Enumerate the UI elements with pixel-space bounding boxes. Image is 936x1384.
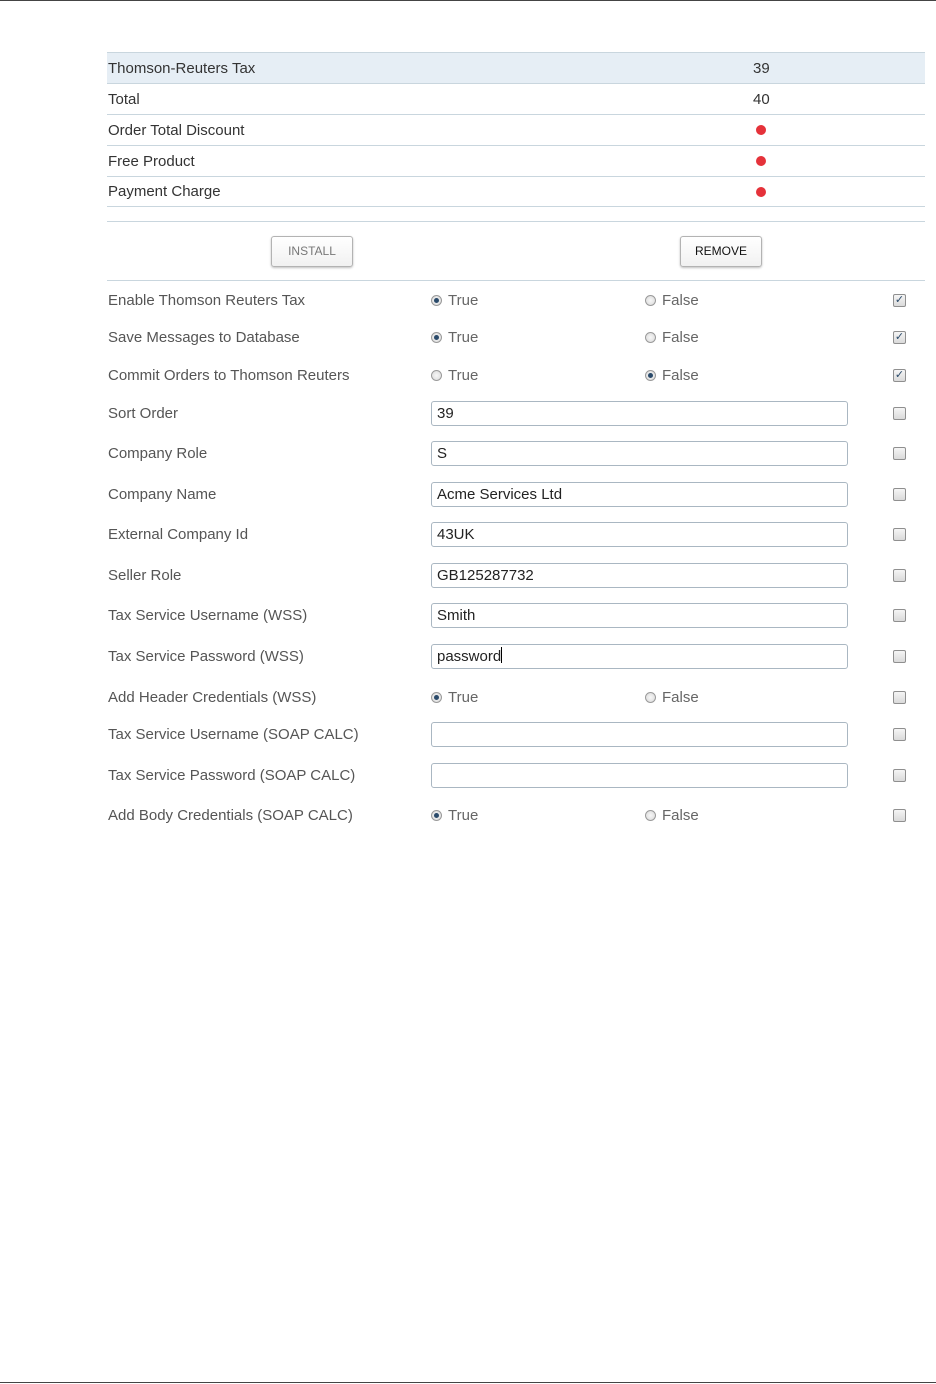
install-button[interactable]: INSTALL <box>271 236 353 267</box>
sort-order-checkbox[interactable] <box>893 407 906 420</box>
commit-orders-false-radio[interactable] <box>645 367 699 384</box>
config-label: Company Role <box>108 445 208 462</box>
divider <box>107 221 925 222</box>
company-name-input[interactable]: Acme Services Ltd <box>431 482 848 507</box>
config-label: Add Body Credentials (SOAP CALC) <box>108 807 353 824</box>
company-role-checkbox[interactable] <box>893 447 906 460</box>
config-row-save-messages <box>107 325 925 355</box>
soap-password-checkbox[interactable] <box>893 769 906 782</box>
radio-label: False <box>662 329 699 346</box>
wss-username-checkbox[interactable] <box>893 609 906 622</box>
save-messages-checkbox[interactable]: ✓ <box>894 331 905 343</box>
radio-unselected-icon <box>645 332 656 343</box>
radio-unselected-icon <box>645 692 656 703</box>
config-label: Tax Service Password (SOAP CALC) <box>108 767 356 784</box>
enable-tax-false-radio[interactable] <box>645 292 699 309</box>
header-credentials-false-radio[interactable] <box>645 689 699 706</box>
config-row-seller-role <box>107 563 925 593</box>
module-sort-value: 40 <box>753 90 770 108</box>
radio-selected-icon <box>431 332 442 343</box>
body-credentials-false-radio[interactable] <box>645 807 699 824</box>
soap-username-checkbox[interactable] <box>893 728 906 741</box>
remove-button[interactable]: REMOVE <box>680 236 762 267</box>
radio-selected-icon <box>431 810 442 821</box>
not-installed-status-icon <box>756 187 766 197</box>
external-company-id-checkbox[interactable] <box>893 528 906 541</box>
enable-tax-checkbox[interactable]: ✓ <box>894 294 905 306</box>
module-name: Payment Charge <box>108 183 221 200</box>
company-name-checkbox[interactable] <box>893 488 906 501</box>
config-label: Commit Orders to Thomson Reuters <box>108 367 350 384</box>
module-row-total[interactable] <box>107 83 925 114</box>
radio-label: True <box>448 329 479 346</box>
commit-orders-true-radio[interactable] <box>431 367 478 384</box>
radio-label: False <box>662 292 699 309</box>
config-row-external-company-id <box>107 522 925 552</box>
radio-label: True <box>448 367 479 384</box>
module-row-order-total-discount[interactable] <box>107 114 925 145</box>
radio-selected-icon <box>431 295 442 306</box>
wss-password-value: password <box>437 648 502 665</box>
wss-password-input[interactable] <box>431 644 848 669</box>
module-sort-value: 39 <box>753 59 770 77</box>
module-table <box>107 52 925 207</box>
config-row-wss-username <box>107 603 925 633</box>
radio-label: False <box>662 367 699 384</box>
save-messages-true-radio[interactable] <box>431 329 478 346</box>
config-row-soap-password <box>107 763 925 793</box>
divider <box>107 280 925 281</box>
seller-role-input[interactable]: GB125287732 <box>431 563 848 588</box>
header-credentials-true-radio[interactable] <box>431 689 478 706</box>
external-company-id-input[interactable]: 43UK <box>431 522 848 547</box>
commit-orders-checkbox[interactable]: ✓ <box>894 369 905 381</box>
module-row-payment-charge[interactable] <box>107 176 925 207</box>
radio-unselected-icon <box>645 295 656 306</box>
config-row-wss-password <box>107 644 925 674</box>
config-label: Sort Order <box>108 405 179 422</box>
body-credentials-true-radio[interactable] <box>431 807 478 824</box>
save-messages-false-radio[interactable] <box>645 329 699 346</box>
soap-username-input[interactable] <box>431 722 848 747</box>
radio-selected-icon <box>431 692 442 703</box>
config-label: Save Messages to Database <box>108 329 300 346</box>
radio-label: False <box>662 689 699 706</box>
page-bottom-rule <box>0 1382 936 1383</box>
module-row-free-product[interactable] <box>107 145 925 176</box>
body-credentials-checkbox[interactable] <box>893 809 906 822</box>
text-caret <box>501 647 502 663</box>
not-installed-status-icon <box>756 156 766 166</box>
radio-label: False <box>662 807 699 824</box>
page-top-rule <box>0 0 936 1</box>
config-row-body-credentials <box>107 803 925 833</box>
config-label: Tax Service Username (SOAP CALC) <box>108 726 359 743</box>
company-role-input[interactable]: S <box>431 441 848 466</box>
config-row-soap-username <box>107 722 925 752</box>
config-row-sort-order <box>107 401 925 431</box>
not-installed-status-icon <box>756 125 766 135</box>
radio-label: True <box>448 689 479 706</box>
config-label: Enable Thomson Reuters Tax <box>108 292 306 309</box>
seller-role-checkbox[interactable] <box>893 569 906 582</box>
config-row-commit-orders <box>107 363 925 393</box>
radio-unselected-icon <box>645 810 656 821</box>
config-label: Seller Role <box>108 567 182 584</box>
config-label: Add Header Credentials (WSS) <box>108 689 317 706</box>
config-label: Company Name <box>108 486 217 503</box>
module-name: Order Total Discount <box>108 121 245 139</box>
module-name: Thomson-Reuters Tax <box>108 59 256 77</box>
config-row-company-name <box>107 482 925 512</box>
header-credentials-checkbox[interactable] <box>893 691 906 704</box>
config-label: Tax Service Password (WSS) <box>108 648 304 665</box>
module-name: Free Product <box>108 152 195 170</box>
sort-order-input[interactable]: 39 <box>431 401 848 426</box>
radio-selected-icon <box>645 370 656 381</box>
wss-username-input[interactable]: Smith <box>431 603 848 628</box>
radio-label: True <box>448 807 479 824</box>
config-row-header-credentials <box>107 685 925 715</box>
wss-password-checkbox[interactable] <box>893 650 906 663</box>
radio-unselected-icon <box>431 370 442 381</box>
config-label: Tax Service Username (WSS) <box>108 607 308 624</box>
module-name: Total <box>108 90 140 108</box>
config-row-enable-tax <box>107 288 925 318</box>
soap-password-input[interactable] <box>431 763 848 788</box>
enable-tax-true-radio[interactable] <box>431 292 478 309</box>
config-label: External Company Id <box>108 526 249 543</box>
module-row-thomson-reuters-tax[interactable] <box>107 52 925 83</box>
config-row-company-role <box>107 441 925 471</box>
radio-label: True <box>448 292 479 309</box>
